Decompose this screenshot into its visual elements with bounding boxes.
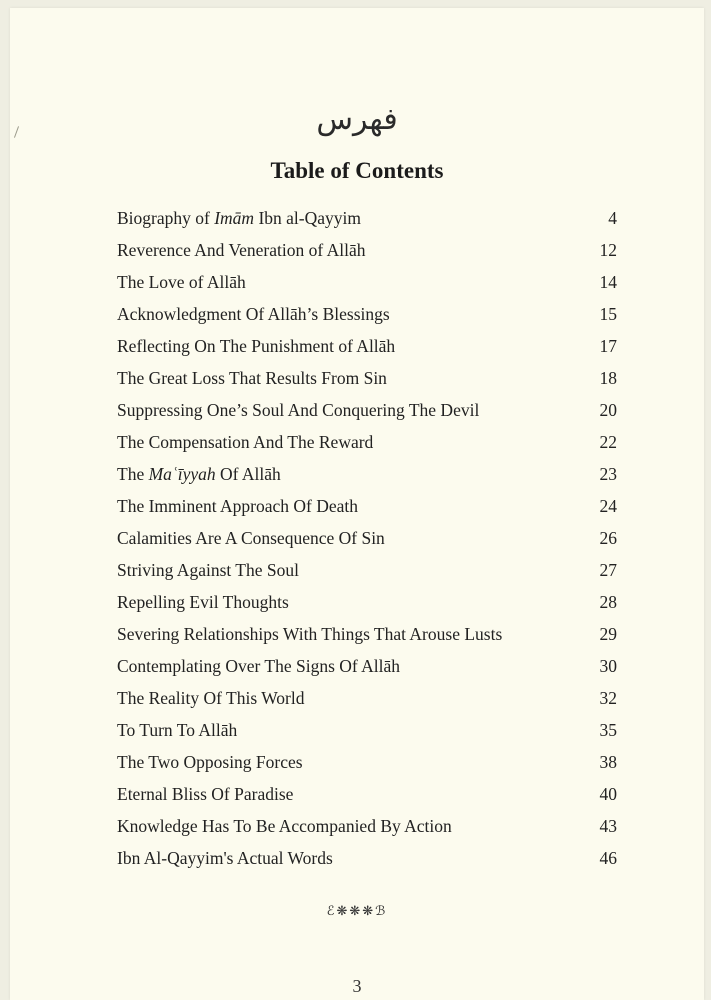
toc-entry [117,586,617,618]
toc-entry-page-number: 17 [599,336,617,356]
toc-entry-title-text: Acknowledgment Of Allāh’s Blessings [117,304,390,324]
page-title: Table of Contents [270,158,444,183]
toc-entry [117,522,617,554]
toc-entry-title [117,778,293,810]
table-of-contents [117,202,617,874]
toc-entry-title-text: Biography of [117,208,215,228]
toc-entry-page-number: 12 [599,240,617,260]
toc-entry-page-number: 20 [599,400,617,420]
page-number: 3 [352,976,362,996]
toc-entry-page-number: 23 [599,464,617,484]
toc-entry-title [117,426,373,458]
toc-entry-title-italic: Maʿīyyah [148,464,216,484]
toc-entry-title [117,682,305,714]
toc-entry-page-number: 22 [599,432,617,452]
toc-entry [117,330,617,362]
toc-entry-title [117,810,452,842]
toc-entry-title [117,586,289,618]
toc-entry-title [117,554,299,586]
toc-entry-title-text: The Imminent Approach Of Death [117,496,359,516]
toc-entry-title [117,330,395,362]
toc-entry-page-number: 14 [599,272,617,292]
toc-entry-title-text: Striving Against The Soul [117,560,299,580]
toc-entry-page-number: 18 [599,368,617,388]
toc-entry-title-text: Of Allāh [215,464,281,484]
toc-entry-page-number: 24 [599,496,617,516]
toc-entry [117,458,617,490]
toc-entry-page-number: 35 [599,720,617,740]
toc-entry-title-text: Reverence And Veneration of Allāh [117,240,366,260]
toc-entry [117,234,617,266]
toc-entry [117,842,617,874]
toc-entry-title-text: Reflecting On The Punishment of Allāh [117,336,396,356]
toc-entry-page-number: 4 [608,208,617,228]
toc-entry-title [117,746,303,778]
toc-entry-title-text: Ibn Al-Qayyim's Actual Words [117,848,333,868]
toc-entry-title-text: Eternal Bliss Of Paradise [117,784,294,804]
toc-entry-title-text: Knowledge Has To Be Accompanied By Action [117,816,452,836]
toc-entry [117,266,617,298]
toc-entry [117,490,617,522]
toc-entry-title-text: Ibn al-Qayyim [254,208,361,228]
toc-entry-title-text: Suppressing One’s Soul And Conquering The Devil [117,400,480,420]
toc-entry-title-text: The Two Opposing Forces [117,752,303,772]
toc-entry [117,394,617,426]
toc-entry-title-text: Repelling Evil Thoughts [117,592,289,612]
ornament-divider: ℰ❋❋❋ℬ [326,904,388,919]
toc-entry-title-italic: Imām [214,208,255,228]
toc-entry-page-number: 46 [599,848,617,868]
toc-entry [117,618,617,650]
toc-entry [117,202,617,234]
toc-entry-title [117,298,390,330]
toc-entry-title [117,234,366,266]
toc-entry-title [117,362,387,394]
toc-entry-page-number: 30 [599,656,617,676]
toc-entry [117,778,617,810]
toc-entry-title [117,842,333,874]
toc-entry-page-number: 26 [599,528,617,548]
toc-entry-page-number: 32 [599,688,617,708]
toc-entry-page-number: 15 [599,304,617,324]
arabic-title: فهرس [316,102,398,137]
toc-entry [117,746,617,778]
toc-entry [117,362,617,394]
toc-entry-title [117,618,502,650]
toc-entry [117,650,617,682]
toc-entry-page-number: 43 [599,816,617,836]
toc-entry-page-number: 28 [599,592,617,612]
toc-entry-title-text: Calamities Are A Consequence Of Sin [117,528,385,548]
document-page [10,8,704,1000]
toc-entry-title-text: The Great Loss That Results From Sin [117,368,387,388]
toc-entry-title [117,650,400,682]
toc-entry-title-text: Severing Relationships With Things That Arouse Lusts [117,624,503,644]
toc-entry [117,426,617,458]
toc-entry-page-number: 29 [599,624,617,644]
toc-entry [117,298,617,330]
toc-entry-title-text: To Turn To Allāh [117,720,238,740]
toc-entry-title [117,458,281,490]
toc-entry-title-text: The Reality Of This World [117,688,305,708]
toc-entry [117,554,617,586]
toc-entry-title [117,490,358,522]
toc-entry [117,714,617,746]
toc-entry-title [117,266,246,298]
toc-entry-title [117,394,479,426]
toc-entry-title-text: The [117,464,149,484]
toc-entry-page-number: 40 [599,784,617,804]
toc-entry-title-text: The Love of Allāh [117,272,246,292]
toc-entry-title [117,522,385,554]
toc-entry-title-text: The Compensation And The Reward [117,432,374,452]
toc-entry-title-text: Contemplating Over The Signs Of Allāh [117,656,401,676]
toc-entry-page-number: 27 [599,560,617,580]
toc-entry [117,682,617,714]
toc-entry [117,810,617,842]
toc-entry-title [117,714,237,746]
toc-entry-page-number: 38 [599,752,617,772]
toc-entry-title [117,202,361,234]
